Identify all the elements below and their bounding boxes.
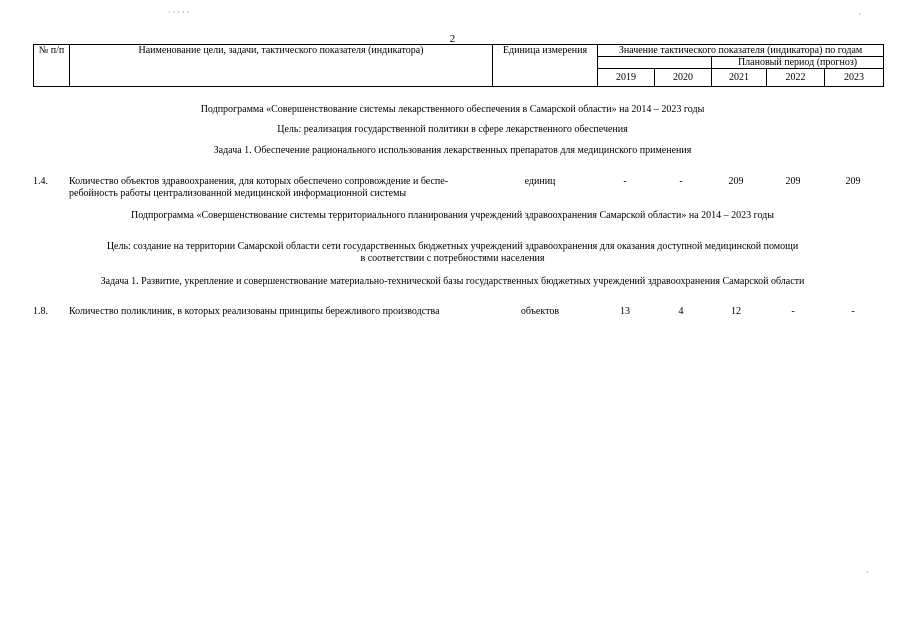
row-name-line1: Количество объектов здравоохранения, для которых обеспечено сопровождение и беспе- bbox=[69, 176, 449, 187]
header-unit: Единица измерения bbox=[493, 45, 598, 87]
row-unit: единиц bbox=[524, 176, 556, 187]
table-row bbox=[0, 306, 905, 320]
row-number: 1.8. bbox=[33, 306, 48, 317]
row-value: - bbox=[679, 176, 683, 187]
row-value: - bbox=[791, 306, 795, 317]
scan-speck: · bbox=[866, 568, 869, 577]
row-value: 13 bbox=[620, 306, 630, 317]
header-plan-period: Плановый период (прогноз) bbox=[712, 57, 884, 69]
header-number: № п/п bbox=[34, 45, 70, 87]
header-year: 2019 bbox=[598, 69, 655, 87]
page-number: 2 bbox=[449, 33, 456, 45]
table-row bbox=[0, 176, 905, 202]
row-name-line2: ребойность работы централизованной медицинской информационной системы bbox=[69, 188, 407, 199]
row-value: 209 bbox=[845, 176, 861, 187]
header-year: 2021 bbox=[712, 69, 767, 87]
row-value: 209 bbox=[728, 176, 744, 187]
row-unit: объектов bbox=[520, 306, 560, 317]
row-value: 4 bbox=[678, 306, 684, 317]
subprogram-title: Подпрограмма «Совершенствование системы лекарственного обеспечения в Самарской области» на 2014 – 2023 годы bbox=[200, 104, 705, 115]
row-value: 12 bbox=[731, 306, 741, 317]
row-value: 209 bbox=[785, 176, 801, 187]
header-year: 2022 bbox=[767, 69, 825, 87]
row-value: - bbox=[851, 306, 855, 317]
indicator-table-header bbox=[33, 44, 884, 87]
scan-speck: · · · · · bbox=[168, 8, 190, 17]
scan-speck: · bbox=[858, 10, 861, 19]
goal-text-line2: в соответствии с потребностями населения bbox=[360, 253, 545, 264]
header-values: Значение тактического показателя (индикатора) по годам bbox=[598, 45, 884, 57]
subprogram-title: Подпрограмма «Совершенствование системы территориального планирования учреждений здравоохранения Самарской области» на 2014 – 2023 годы bbox=[131, 210, 774, 221]
row-number: 1.4. bbox=[33, 176, 48, 187]
row-value: - bbox=[623, 176, 627, 187]
task-text: Задача 1. Развитие, укрепление и совершенствование материально-технической базы государственных бюджетных учреждений здравоохранения Самарской области bbox=[100, 276, 805, 287]
header-name: Наименование цели, задачи, тактического показателя (индикатора) bbox=[70, 45, 493, 87]
goal-text-line1: Цель: создание на территории Самарской области сети государственных бюджетных учреждений здравоохранения для оказания доступной медицинской помощи bbox=[106, 241, 799, 252]
row-name-line1: Количество поликлиник, в которых реализованы принципы бережливого производства bbox=[69, 306, 440, 317]
goal-text: Цель: реализация государственной политики в сфере лекарственного обеспечения bbox=[277, 124, 628, 135]
task-text: Задача 1. Обеспечение рационального использования лекарственных препаратов для медицинского применения bbox=[213, 145, 692, 156]
header-year: 2020 bbox=[655, 69, 712, 87]
header-year: 2023 bbox=[825, 69, 884, 87]
